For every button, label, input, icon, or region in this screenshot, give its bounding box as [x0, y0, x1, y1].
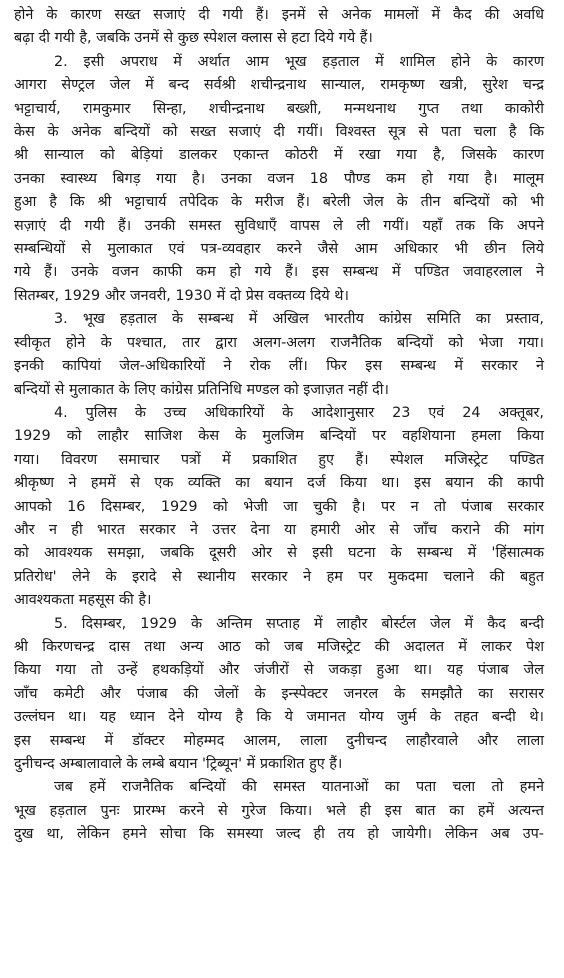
text-line: सितम्बर, 1929 और जनवरी, 1930 में दो प्रेस वक्तव्य दिये थे।	[14, 287, 349, 304]
text-line: दुख था, लेकिन हमने सोचा कि समस्या जल्द ही तय हो जायेगी। लेकिन अब उप-	[14, 826, 544, 843]
text-line: स्वीकृत होने के पश्चात, तार द्वारा अलग-अलग राजनैतिक बन्दियों को भेजा गया।	[14, 334, 544, 351]
paragraph-point-3	[14, 308, 544, 402]
text-line: 3. भूख हड़ताल के सम्बन्ध में अखिल भारतीय कांग्रेस समिति का प्रस्ताव,	[54, 311, 544, 328]
text-line: आवश्यकता महसूस की है।	[14, 592, 152, 609]
text-line: 5. दिसम्बर, 1929 के अन्तिम सप्ताह में लाहौर बोर्स्टल जेल में कैद बन्दी	[54, 615, 544, 632]
text-line: बढ़ा दी गयी है, जबकि उनमें से कुछ स्पेशल क्लास से हटा दिये गये हैं।	[14, 30, 373, 47]
text-line: 1929 को लाहौर साजिश केस के मुलजिम बन्दियों पर वहशियाना हमला किया	[14, 428, 544, 445]
text-line: किया गया तो उन्हें हथकड़ियों और जंजीरों से जकड़ा हुआ था। यह पंजाब जेल	[14, 662, 544, 679]
text-line: केस के अनेक बन्दियों को सख्त सजाएं दी गयीं। विश्वस्त सूत्र से पता चला है कि	[14, 124, 544, 141]
text-line: सज़ाएं दी गयी हैं। उनकी समस्त सुविधाएँ वापस ले ली गयीं। यहाँ तक कि अपने	[14, 217, 544, 234]
text-line: गया। विवरण समाचार पत्रों में प्रकाशित हुए हैं। स्पेशल मजिस्ट्रेट पण्डित	[14, 451, 544, 468]
text-line: दुनीचन्द अम्बालावाले के लम्बे बयान 'ट्रिब्यून' में प्रकाशित हुए हैं।	[14, 756, 343, 772]
text-line: आपको 16 दिसम्बर, 1929 को भेजी जा चुकी है। पर न तो पंजाब सरकार	[14, 498, 544, 515]
paragraph-closing	[14, 776, 544, 846]
text-line: श्री सान्याल को बेड़ियां डालकर एकान्त कोठरी में रखा गया है, जिसके कारण	[14, 147, 544, 164]
paragraph-continuation	[14, 4, 544, 51]
text-line: 4. पुलिस के उच्च अधिकारियों के आदेशानुसार 23 एवं 24 अक्तूबर,	[54, 404, 544, 421]
text-line: आगरा सेण्ट्रल जेल में बन्द सर्वश्री शचीन्द्रनाथ सान्याल, रामकृष्ण खत्री, सुरेश चन्द्र	[14, 77, 544, 94]
paragraph-point-5	[14, 613, 544, 777]
text-line: भट्टाचार्य, रामकुमार सिन्हा, शचीन्द्रनाथ बख्शी, मन्मथनाथ गुप्त तथा काकोरी	[14, 100, 544, 117]
paragraph-point-2	[14, 51, 544, 308]
text-line: गये हैं। उनके वजन काफी कम हो गये हैं। इस सम्बन्ध में पण्डित जवाहरलाल ने	[14, 264, 544, 281]
text-line: उनका स्वास्थ्य बिगड़ गया है। उनका वजन 18 पौण्ड कम हो गया है। मालूम	[14, 170, 544, 187]
text-line: और न ही भारत सरकार ने उत्तर देना या हमारी ओर से जाँच कराने की मांग	[14, 521, 544, 538]
text-line: श्री किरणचन्द्र दास तथा अन्य आठ को जब मजिस्ट्रेट की अदालत में लाकर पेश	[14, 638, 544, 655]
text-line: प्रतिरोध' लेने के इरादे से स्थानीय सरकार ने हम पर मुकदमा चलाने की बहुत	[14, 568, 544, 585]
text-line: सम्बन्धियों से मुलाकात एवं पत्र-व्यवहार करने जैसे आम अधिकार भी छीन लिये	[14, 241, 544, 258]
text-line: बन्दियों से मुलाकात के लिए कांग्रेस प्रतिनिधि मण्डल को इजाज़त नहीं दी।	[14, 381, 389, 398]
text-line: जाँच कमेटी और पंजाब की जेलों के इन्स्पेक्टर जनरल के समझौते का सरासर	[14, 685, 544, 702]
text-line: जब हमें राजनैतिक बन्दियों की समस्त यातनाओं का पता चला तो हमने	[54, 779, 544, 796]
text-line: उल्लंघन था। यह ध्यान देने योग्य है कि ये जमानत योग्य जुर्म के तहत बन्दी थे।	[14, 709, 544, 726]
text-line: श्रीकृष्ण ने हममें से एक व्यक्ति का बयान दर्ज किया था। इस बयान की कापी	[14, 475, 544, 492]
paragraph-point-4	[14, 402, 544, 613]
text-line: हुआ है कि श्री भट्टाचार्य तपेदिक के मरीज हैं। बरेली जेल के तीन बन्दियों को भी	[14, 194, 544, 211]
text-line: को आवश्यक समझा, जबकि दूसरी ओर से इसी घटना के सम्बन्ध में 'हिंसात्मक	[14, 545, 544, 562]
text-line: इनकी कापियां जेल-अधिकारियों ने रोक लीं। फिर इस सम्बन्ध में सरकार ने	[14, 358, 544, 375]
text-line: 2. इसी अपराध में अर्थात आम भूख हड़ताल में शामिल होने के कारण	[54, 53, 544, 70]
text-line: होने के कारण सख्त सजाएं दी गयी हैं। इनमें से अनेक मामलों में कैद की अवधि	[14, 7, 544, 23]
text-line: भूख हड़ताल पुनः प्रारम्भ करने से गुरेज किया। भले ही इस बात का हमें अत्यन्त	[14, 802, 544, 819]
text-line: इस सम्बन्ध में डॉक्टर मोहम्मद आलम, लाला दुनीचन्द लाहौरवाले और लाला	[14, 732, 544, 749]
